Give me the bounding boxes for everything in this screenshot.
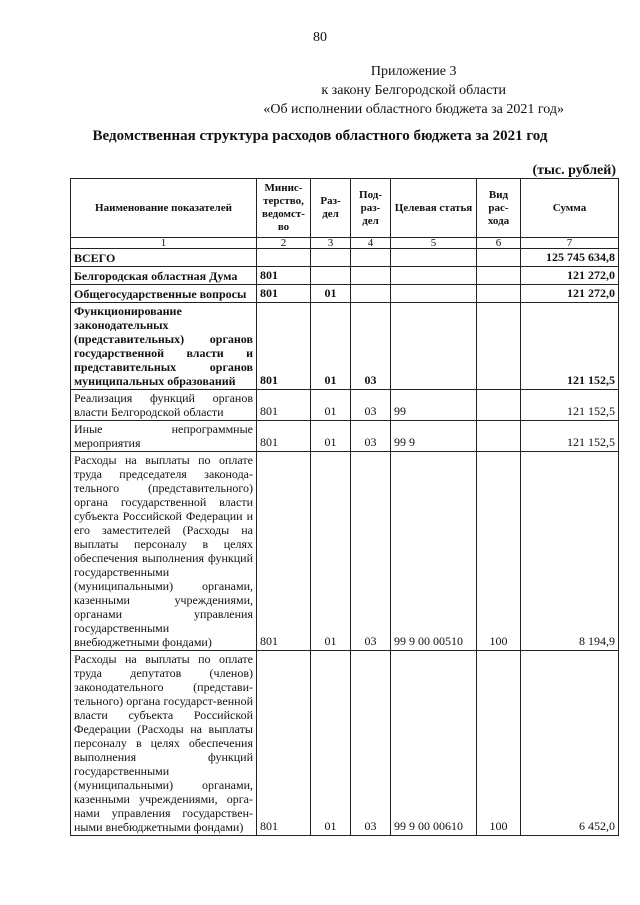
appendix-line-3: «Об исполнении областного бюджета за 2021 год» [263,102,564,117]
row-type: 100 [477,452,521,651]
row-section: 01 [311,651,351,836]
row-subsection: 03 [351,651,391,836]
row-target: 99 9 00 00510 [391,452,477,651]
row-type [477,390,521,421]
row-ministry: 801 [257,303,311,390]
row-target [391,249,477,267]
row-section [311,249,351,267]
table-row [71,390,619,421]
header-subsection: Под-раз-дел [351,179,391,238]
table-row [71,303,619,390]
column-number: 5 [391,238,477,249]
document-title: Ведомственная структура расходов областного бюджета за 2021 год [92,128,548,144]
column-number: 7 [521,238,619,249]
row-sum: 121 152,5 [521,390,619,421]
row-sum: 125 745 634,8 [521,249,619,267]
column-number: 6 [477,238,521,249]
row-ministry [257,249,311,267]
column-number: 1 [71,238,257,249]
row-sum: 121 272,0 [521,267,619,285]
header-section: Раз-дел [311,179,351,238]
table-row [71,285,619,303]
row-section: 01 [311,303,351,390]
row-name: ВСЕГО [71,249,257,267]
row-target [391,303,477,390]
row-ministry: 801 [257,421,311,452]
row-sum: 121 152,5 [521,303,619,390]
header-sum: Сумма [521,179,619,238]
column-number: 2 [257,238,311,249]
page-number: 80 [313,30,327,45]
header-type: Вид рас-хода [477,179,521,238]
row-section: 01 [311,285,351,303]
row-target [391,285,477,303]
header-target: Целевая статья [391,179,477,238]
row-ministry: 801 [257,285,311,303]
row-name: Реализация функций органов власти Белгородской области [71,390,257,421]
table-row [71,267,619,285]
table-row [71,651,619,836]
row-subsection [351,285,391,303]
row-type [477,285,521,303]
row-type [477,249,521,267]
row-ministry: 801 [257,390,311,421]
row-section [311,267,351,285]
header-ministry: Минис-терство, ведомст-во [257,179,311,238]
row-subsection [351,249,391,267]
table-row [71,249,619,267]
row-sum: 6 452,0 [521,651,619,836]
row-subsection: 03 [351,421,391,452]
row-section: 01 [311,390,351,421]
units-label: (тыс. рублей) [532,163,616,178]
row-subsection: 03 [351,452,391,651]
row-ministry: 801 [257,267,311,285]
appendix-line-2: к закону Белгородской области [321,83,506,98]
row-name: Иные непрограммные мероприятия [71,421,257,452]
row-type: 100 [477,651,521,836]
appendix-caption [263,62,564,119]
row-section: 01 [311,452,351,651]
row-sum: 8 194,9 [521,452,619,651]
table-row [71,421,619,452]
expenditure-table [70,178,619,836]
row-subsection: 03 [351,303,391,390]
row-ministry: 801 [257,452,311,651]
row-section: 01 [311,421,351,452]
row-target: 99 [391,390,477,421]
row-subsection [351,267,391,285]
appendix-line-1: Приложение 3 [370,64,457,79]
table-header-row [71,179,619,238]
row-name: Общегосударственные вопросы [71,285,257,303]
row-target: 99 9 00 00610 [391,651,477,836]
column-number: 4 [351,238,391,249]
row-ministry: 801 [257,651,311,836]
row-name: Расходы на выплаты по оплате труда депутатов (членов) законодательного (представи-тельного) органа государст-венной власти субъекта Российской Федерации (Расходы на выплаты персоналу в целях обеспечения выполнения функций государственными (муниципальными) органами, казенными учреждениями, орга-нами управления государствен-ными внебюджетными фондами) [71,651,257,836]
row-target: 99 9 [391,421,477,452]
row-type [477,267,521,285]
column-number: 3 [311,238,351,249]
row-target [391,267,477,285]
row-type [477,421,521,452]
row-subsection: 03 [351,390,391,421]
row-name: Белгородская областная Дума [71,267,257,285]
row-type [477,303,521,390]
row-name: Функционирование законодательных (представительных) органов государственной власти и представительных органов муниципальных образований [71,303,257,390]
table-row [71,452,619,651]
row-name: Расходы на выплаты по оплате труда председателя законода-тельного (представительного) органа государственной власти субъекта Российской Федерации и его заместителей (Расходы на выплаты персоналу в целях обеспечения выполнения функций государственными (муниципальными) органами, казенными учреждениями, органами управления государственными внебюджетными фондами) [71,452,257,651]
header-name: Наименование показателей [71,179,257,238]
row-sum: 121 152,5 [521,421,619,452]
column-numbers-row [71,238,619,249]
row-sum: 121 272,0 [521,285,619,303]
